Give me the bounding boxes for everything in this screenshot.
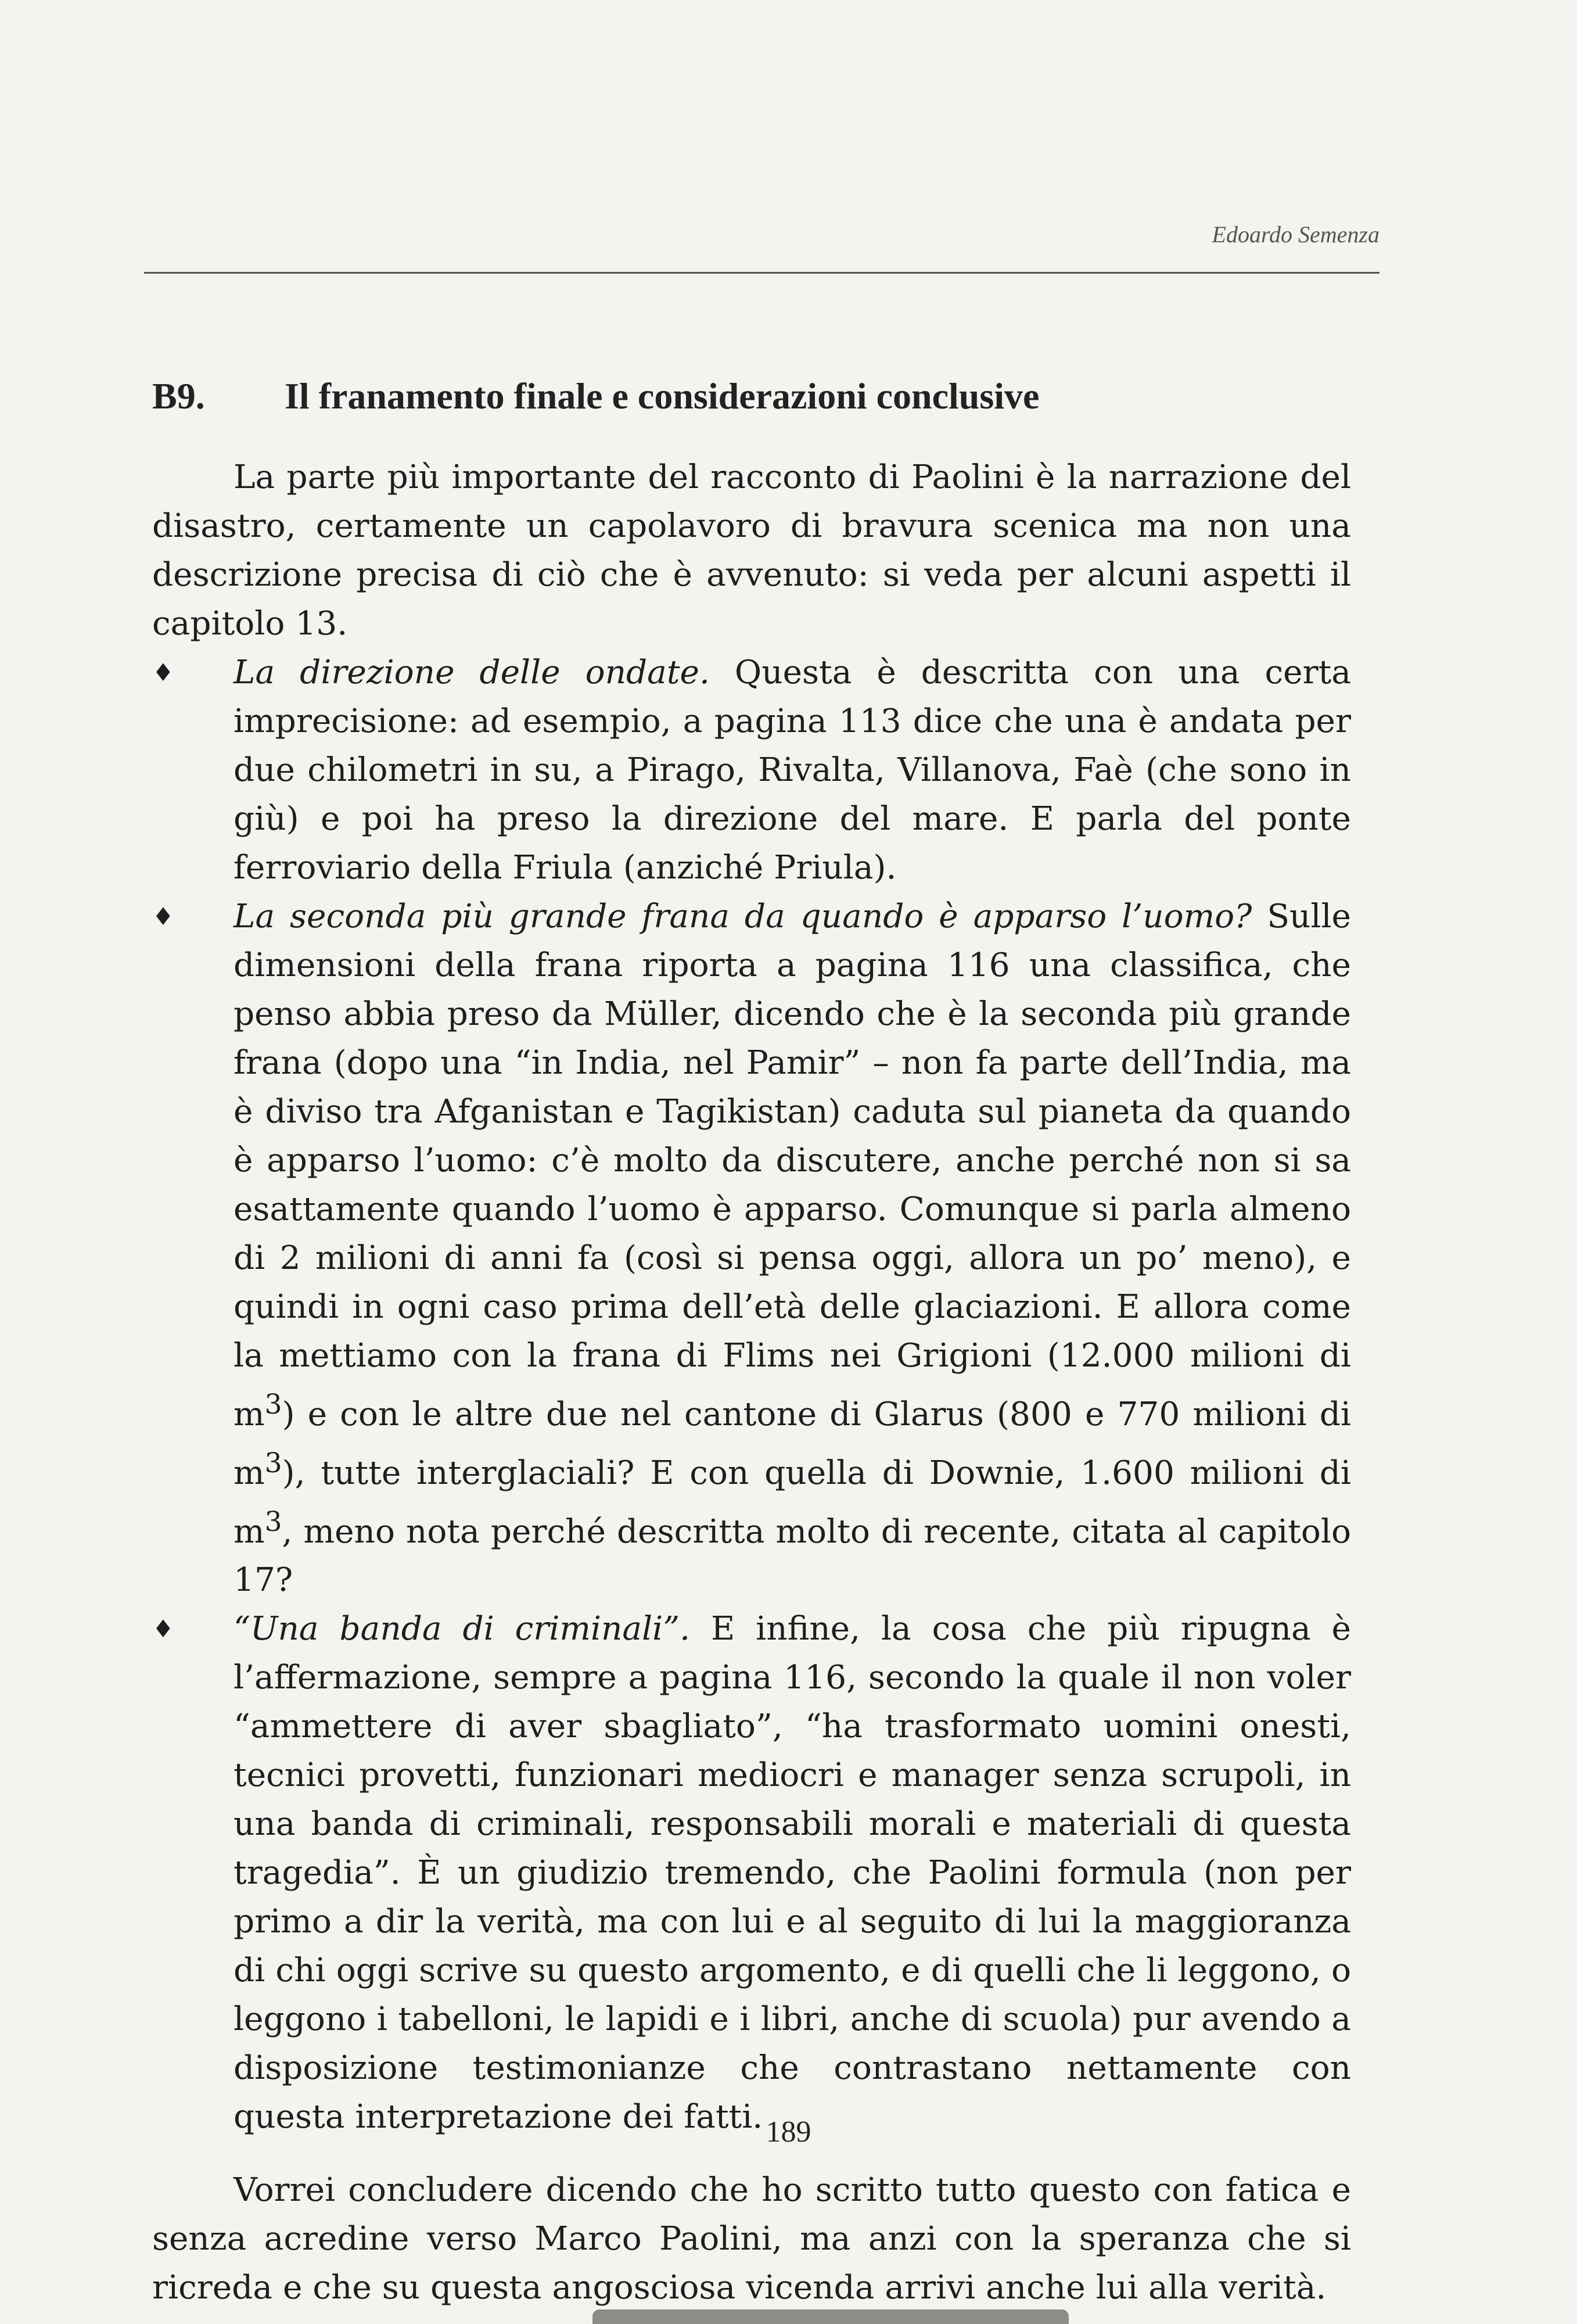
bullet-body-part: ) e con le altre due nel cantone di Glarus (800 e 770 milioni di m [234,1395,1351,1492]
page-edge-shadow [592,2309,1069,2324]
body-text [152,453,1351,2312]
bullet-item-second-largest-landslide [152,892,1351,1605]
superscript: 3 [264,1447,282,1479]
diamond-bullet-icon: ♦ [152,902,174,931]
bullet-body: Questa è descritta con una certa imprecisione: ad esempio, a pagina 113 dice che una è andata per due chilometri in su, a Pirago, Rivalta, Villanova, Faè (che sono in giù) e poi ha preso la direzione del mare. E parla del ponte ferroviario della Friula (anziché Priula). [234,654,1351,887]
bullet-item-criminal-band [152,1605,1351,2142]
page-number: 189 [766,2115,811,2149]
bullet-lead: La direzione delle ondate. [234,654,710,691]
header-rule [144,272,1380,274]
section-title: Il franamento finale e considerazioni conclusive [285,375,1040,417]
bullet-text [234,1605,1351,2142]
section-number: B9. [152,375,205,417]
superscript: 3 [264,1389,282,1421]
bullet-body-part: , meno nota perché descritta molto di recente, citata al capitolo 17? [234,1512,1351,1599]
section-heading [152,375,1395,418]
bullet-lead: “Una banda di criminali”. [234,1610,691,1648]
bullet-text [234,892,1351,1605]
intro-paragraph: La parte più importante del racconto di Paolini è la narrazione del disastro, certamente un capolavoro di bravura scenica ma non una descrizione precisa di ciò che è avvenuto: si veda per alcuni aspetti il capitolo 13. [152,458,1351,643]
bullet-lead: La seconda più grande frana da quando è apparso l’uomo? [234,898,1252,935]
bullet-item-wave-direction [152,648,1351,892]
bullet-body: E infine, la cosa che più ripugna è l’affermazione, sempre a pagina 116, secondo la quale il non voler “ammettere di aver sbagliato”, “ha trasformato uomini onesti, tecnici provetti, funzionari mediocri e manager senza scrupoli, in una banda di criminali, responsabili morali e materiali di questa tragedia”. È un giudizio tremendo, che Paolini formula (non per primo a dir la verità, ma con lui e al seguito di lui la maggioranza di chi oggi scrive su questo argomento, e di quelli che li leggono, o leggono i tabelloni, le lapidi e i libri, anche di scuola) pur avendo a disposizione testimonianze che contrastano nettamente con questa interpretazione dei fatti. [234,1610,1351,2136]
closing-paragraph: Vorrei concludere dicendo che ho scritto tutto questo con fatica e senza acredine verso Marco Paolini, ma anzi con la speranza che si ricreda e che su questa angosciosa vicenda arrivi anche lui alla verità. [152,2171,1351,2307]
bullet-body-part: ), tutte interglaciali? E con quella di Downie, 1.600 milioni di m [234,1454,1351,1551]
running-header [144,221,1380,279]
header-author: Edoardo Semenza [1212,221,1380,248]
bullet-body-part: Sulle dimensioni della frana riporta a pagina 116 una classifica, che penso abbia preso da Müller, dicendo che è la seconda più grande frana (dopo una “in India, nel Pamir” – non fa parte dell’India, ma è diviso tra Afganistan e Tagikistan) caduta sul pianeta da quando è apparso l’uomo: c’è molto da discutere, anche perché non si sa esattamente quando l’uomo è apparso. Comunque si parla almeno di 2 milioni di anni fa (così si pensa oggi, allora un po’ meno), e quindi in ogni caso prima dell’età delle glaciazioni. E allora come la mettiamo con la frana di Flims nei Grigioni (12.000 milioni di m [234,898,1351,1433]
superscript: 3 [264,1505,282,1538]
diamond-bullet-icon: ♦ [152,1615,174,1644]
bullet-text [234,648,1351,892]
diamond-bullet-icon: ♦ [152,658,174,687]
